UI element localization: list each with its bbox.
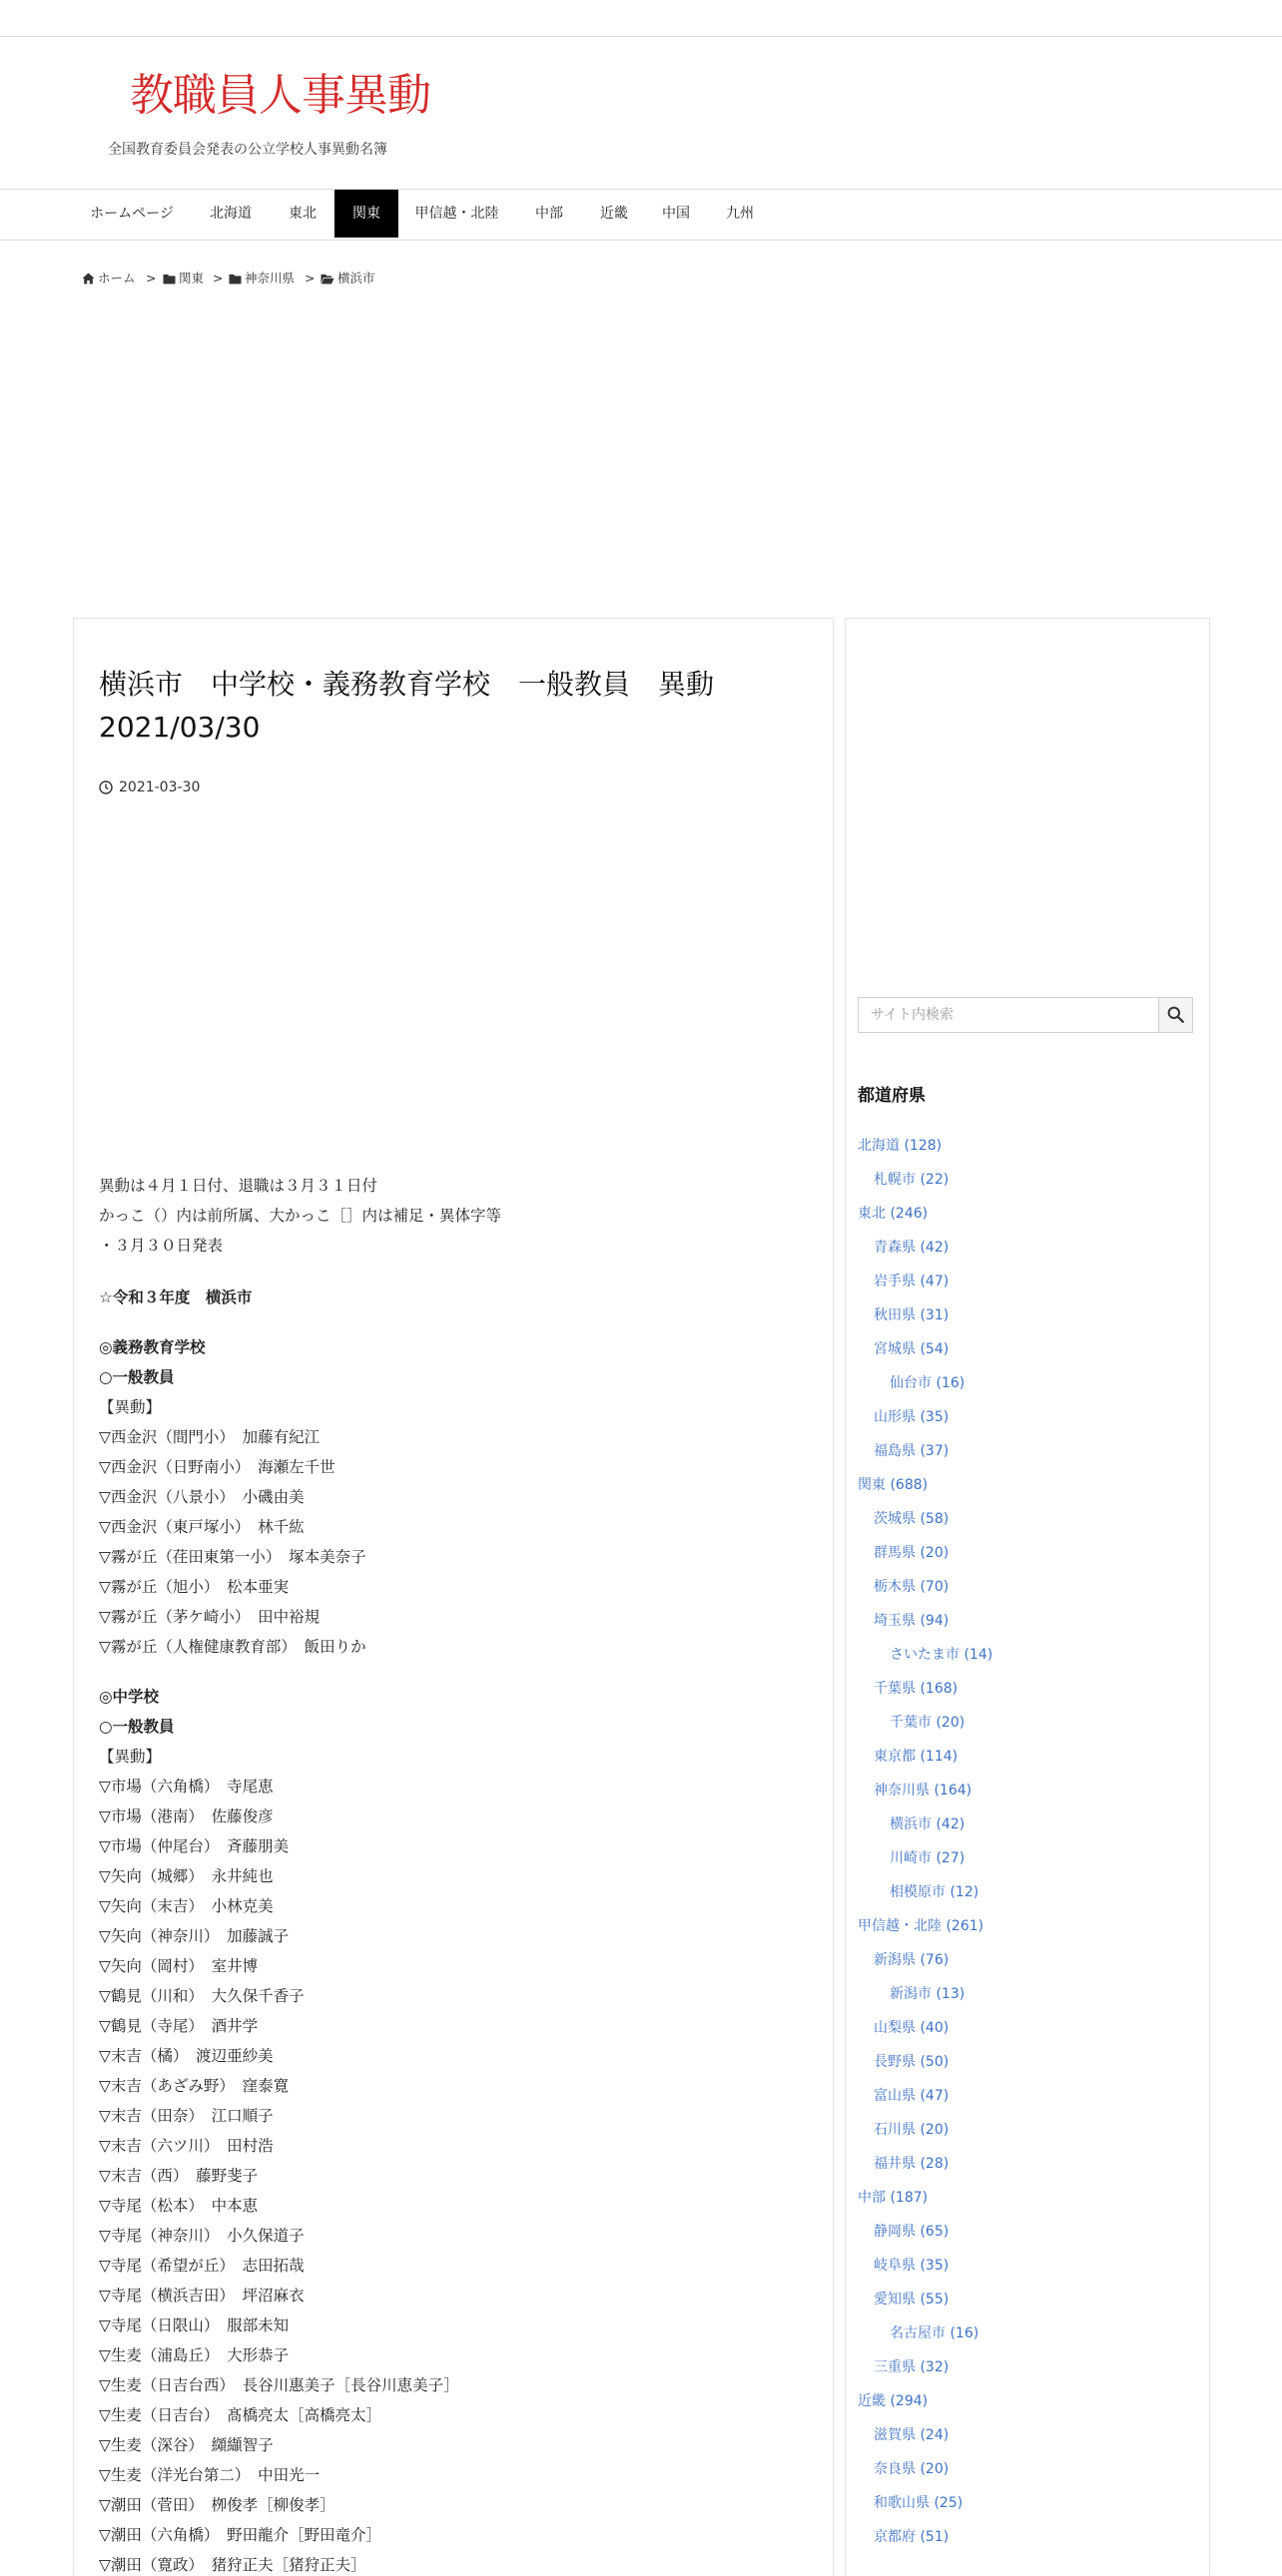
list-item: ▽寺尾（横浜吉田） 坪沼麻衣	[99, 2287, 305, 2305]
list-item: ▽末吉（六ツ川） 田村浩	[99, 2137, 274, 2155]
main-nav	[0, 189, 1282, 241]
list-item: ▽末吉（橘） 渡辺亜紗美	[99, 2047, 274, 2065]
list-item: ▽生麦（浦島丘） 大形恭子	[99, 2346, 290, 2364]
list-item: ▽潮田（六角橋） 野田龍介［野田竜介］	[99, 2526, 382, 2544]
list-item: ▽霧が丘（旭小） 松本亜実	[99, 1578, 290, 1596]
breadcrumb-kanto-label: 関東	[179, 270, 205, 285]
intro-line: 異動は４月１日付、退職は３月３１日付	[99, 1177, 378, 1195]
post-date-value: 2021-03-30	[119, 779, 201, 795]
category-link[interactable]: 近畿 (294)	[858, 2393, 929, 2409]
category-link[interactable]: 秋田県 (31)	[874, 1307, 950, 1323]
category-link[interactable]: 茨城県 (58)	[874, 1511, 950, 1527]
category-link[interactable]: 和歌山県 (25)	[874, 2495, 963, 2511]
search-button[interactable]	[1158, 998, 1192, 1032]
category-link[interactable]: 奈良県 (20)	[874, 2461, 950, 2477]
list-item: ▽潮田（寛政） 猪狩正夫［猪狩正夫］	[99, 2556, 366, 2574]
nav-item-kyushu[interactable]: 九州	[726, 206, 754, 222]
page-title	[99, 663, 798, 749]
category-link[interactable]: 群馬県 (20)	[874, 1545, 950, 1561]
category-link[interactable]: 愛知県 (55)	[874, 2292, 950, 2308]
list-item: ▽市場（六角橋） 寺尾恵	[99, 1778, 274, 1796]
category-link[interactable]: 長野県 (50)	[874, 2054, 950, 2070]
page-title-line2: 2021/03/30	[99, 711, 261, 744]
list-item: ▽霧が丘（人権健康教育部） 飯田りか	[99, 1638, 366, 1656]
category-link[interactable]: 山形県 (35)	[874, 1409, 950, 1425]
list-item: ▽矢向（神奈川） 加藤誠子	[99, 1927, 290, 1945]
category-link[interactable]: 栃木県 (70)	[874, 1579, 950, 1595]
list-item: ▽寺尾（神奈川） 小久保道子	[99, 2227, 305, 2245]
nav-item-kanto[interactable]: 関東	[334, 190, 398, 238]
category-link[interactable]: 三重県 (32)	[874, 2359, 950, 2375]
search-icon	[1167, 1006, 1184, 1023]
category-link[interactable]: 宮城県 (54)	[874, 1341, 950, 1357]
gimu-heading: ◎義務教育学校	[99, 1338, 206, 1356]
category-link[interactable]: 東北 (246)	[858, 1206, 929, 1222]
list-item: ▽霧が丘（茅ケ崎小） 田中裕規	[99, 1608, 320, 1626]
category-link[interactable]: 横浜市 (42)	[890, 1816, 965, 1832]
nav-item-home[interactable]: ホームページ	[90, 206, 174, 222]
breadcrumb-yokohama[interactable]	[320, 270, 375, 286]
section-heading: ☆令和３年度 横浜市	[99, 1288, 253, 1306]
category-link[interactable]: 神奈川県 (164)	[874, 1783, 972, 1799]
list-item: ▽市場（仲尾台） 斉藤朋美	[99, 1837, 290, 1855]
category-link[interactable]: 静岡県 (65)	[874, 2224, 950, 2240]
category-link[interactable]: 埼玉県 (94)	[874, 1613, 950, 1629]
list-item: ▽矢向（岡村） 室井博	[99, 1957, 259, 1975]
category-link[interactable]: 富山県 (47)	[874, 2088, 950, 2104]
category-link[interactable]: 北海道 (128)	[858, 1138, 943, 1154]
list-item: ▽西金沢（日野南小） 海瀬左千世	[99, 1458, 335, 1476]
intro-line: ・３月３０日発表	[99, 1237, 224, 1255]
clock-icon	[99, 780, 113, 794]
breadcrumb-kanagawa[interactable]	[229, 270, 295, 286]
category-link[interactable]: 千葉県 (168)	[874, 1681, 959, 1697]
folder-icon	[229, 273, 242, 284]
list-item: ▽霧が丘（荏田東第一小） 塚本美奈子	[99, 1548, 366, 1566]
nav-item-koshinetsu-hokuriku[interactable]: 甲信越・北陸	[414, 206, 499, 222]
nav-item-tohoku[interactable]: 東北	[289, 206, 317, 222]
category-link[interactable]: 中部 (187)	[858, 2190, 929, 2206]
list-item: ▽鶴見（寺尾） 酒井学	[99, 2017, 259, 2035]
home-icon	[82, 272, 95, 284]
site-logo-text: 教職員人事異動	[130, 70, 430, 121]
category-link[interactable]: 青森県 (42)	[874, 1240, 950, 1256]
breadcrumb-kanagawa-label: 神奈川県	[245, 270, 296, 285]
category-link[interactable]: さいたま市 (14)	[890, 1647, 993, 1663]
folder-open-icon	[320, 273, 334, 284]
search-input[interactable]	[859, 998, 1158, 1032]
site-logo[interactable]	[130, 62, 430, 128]
breadcrumb-home[interactable]	[82, 270, 136, 286]
top-divider	[0, 36, 1282, 37]
gimu-subheading: ○一般教員	[99, 1368, 175, 1386]
list-item: ▽生麦（日吉台） 髙橋亮太［高橋亮太］	[99, 2406, 382, 2424]
category-link[interactable]: 福島県 (37)	[874, 1443, 950, 1459]
category-link[interactable]: 滋賀県 (24)	[874, 2427, 950, 2443]
list-item: ▽寺尾（松本） 中本恵	[99, 2197, 259, 2215]
intro-line: かっこ（）内は前所属、大かっこ［］内は補足・異体字等	[99, 1207, 502, 1225]
list-item: ▽西金沢（間門小） 加藤有紀江	[99, 1428, 320, 1446]
breadcrumb-separator: >	[305, 270, 316, 285]
list-item: ▽生麦（洋光台第二） 中田光一	[99, 2466, 320, 2484]
category-link[interactable]: 名古屋市 (16)	[890, 2325, 979, 2341]
list-item: ▽生麦（深谷） 纐纈智子	[99, 2436, 274, 2454]
category-link[interactable]: 福井県 (28)	[874, 2156, 950, 2172]
nav-item-kinki[interactable]: 近畿	[600, 206, 628, 222]
breadcrumb-separator: >	[213, 270, 224, 285]
gimu-label: 【異動】	[99, 1398, 162, 1416]
category-link[interactable]: 札幌市 (22)	[874, 1172, 950, 1188]
chu-subheading: ○一般教員	[99, 1718, 175, 1736]
breadcrumb-separator: >	[146, 270, 157, 285]
sidebar-heading: 都道府県	[858, 1086, 926, 1106]
list-item: ▽寺尾（日限山） 服部未知	[99, 2317, 290, 2334]
list-item: ▽西金沢（八景小） 小磯由美	[99, 1488, 305, 1506]
list-item: ▽寺尾（希望が丘） 志田拓哉	[99, 2257, 305, 2275]
category-link[interactable]: 東京都 (114)	[874, 1749, 959, 1765]
list-item: ▽生麦（日吉台西） 長谷川惠美子［長谷川恵美子］	[99, 2376, 459, 2394]
nav-item-hokkaido[interactable]: 北海道	[210, 206, 252, 222]
list-item: ▽西金沢（東戸塚小） 林千紘	[99, 1518, 305, 1536]
category-link[interactable]: 岐阜県 (35)	[874, 2258, 950, 2274]
category-link[interactable]: 千葉市 (20)	[890, 1715, 965, 1731]
nav-item-chubu[interactable]: 中部	[535, 206, 563, 222]
list-item: ▽矢向（城郷） 永井純也	[99, 1867, 274, 1885]
category-link[interactable]: 新潟市 (13)	[890, 1986, 965, 2002]
category-link[interactable]: 新潟県 (76)	[874, 1952, 950, 1968]
list-item: ▽末吉（西） 藤野斐子	[99, 2167, 259, 2185]
list-item: ▽矢向（末吉） 小林克美	[99, 1897, 274, 1915]
category-link[interactable]: 川崎市 (27)	[890, 1850, 965, 1866]
breadcrumb-yokohama-label: 横浜市	[337, 270, 375, 285]
site-tagline: 全国教育委員会発表の公立学校人事異動名簿	[108, 142, 387, 158]
list-item: ▽末吉（田奈） 江口順子	[99, 2107, 274, 2125]
list-item: ▽末吉（あざみ野） 窪泰寛	[99, 2077, 290, 2095]
category-link[interactable]: 関東 (688)	[858, 1477, 929, 1493]
list-item: ▽潮田（菅田） 栁俊孝［柳俊孝］	[99, 2496, 335, 2514]
category-link[interactable]: 仙台市 (16)	[890, 1375, 965, 1391]
category-link[interactable]: 相模原市 (12)	[890, 1884, 979, 1900]
category-link[interactable]: 山梨県 (40)	[874, 2020, 950, 2036]
nav-item-chugoku[interactable]: 中国	[662, 206, 690, 222]
chu-label: 【異動】	[99, 1748, 162, 1766]
breadcrumb-home-label: ホーム	[98, 270, 136, 285]
category-link[interactable]: 石川県 (20)	[874, 2122, 950, 2138]
post-date	[99, 777, 200, 797]
category-link[interactable]: 岩手県 (47)	[874, 1274, 950, 1289]
category-link[interactable]: 京都府 (51)	[874, 2529, 950, 2545]
breadcrumb-kanto[interactable]	[163, 270, 204, 286]
page-title-line1: 横浜市 中学校・義務教育学校 一般教員 異動	[99, 668, 715, 701]
folder-icon	[163, 273, 176, 284]
search-form	[858, 997, 1193, 1033]
category-link[interactable]: 甲信越・北陸 (261)	[858, 1918, 984, 1934]
chu-heading: ◎中学校	[99, 1688, 160, 1706]
list-item: ▽鶴見（川和） 大久保千香子	[99, 1987, 305, 2005]
list-item: ▽市場（港南） 佐藤俊彦	[99, 1807, 274, 1825]
